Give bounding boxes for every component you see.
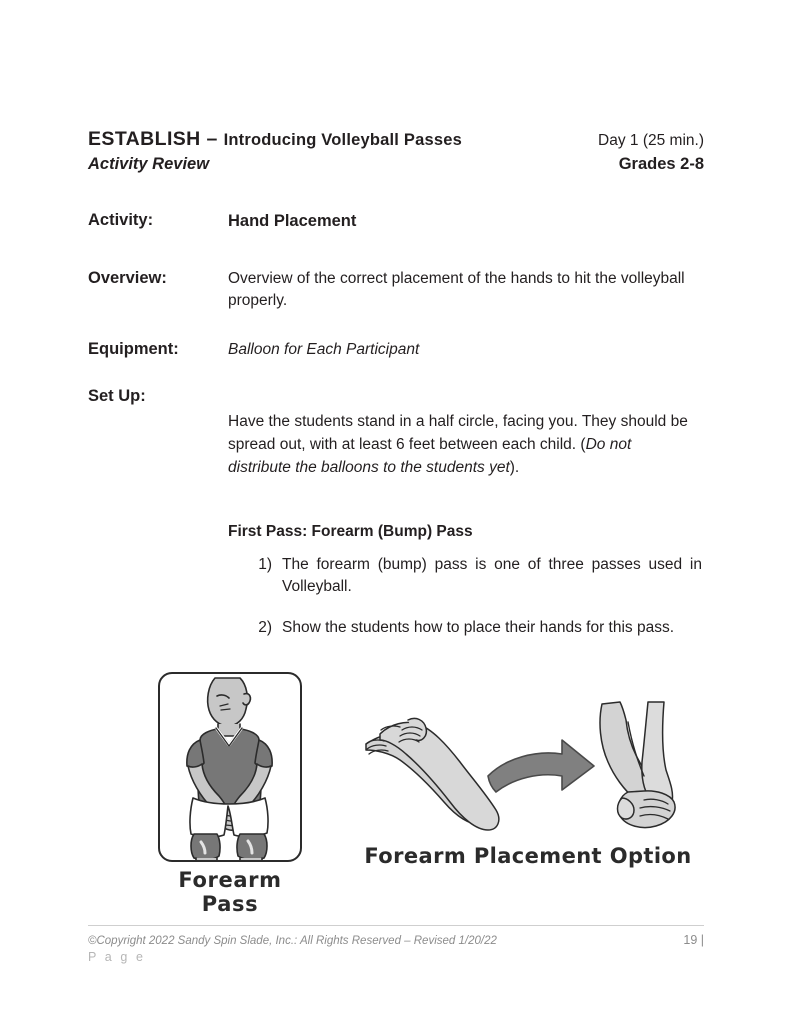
player-ear — [243, 694, 250, 705]
forearm-pass-frame — [158, 672, 302, 862]
equipment-field-label: Equipment: — [88, 340, 179, 358]
list-item — [246, 617, 702, 639]
field-row-activity — [88, 210, 704, 234]
activity-review-label: Activity Review — [88, 155, 210, 173]
list-item-text: Show the students how to place their hands for this pass. — [282, 618, 675, 636]
setup-text-emphasis: Do not distribute the balloons to the students yet — [228, 435, 632, 476]
right-arrow-icon — [488, 740, 594, 792]
grades-label: Grades 2-8 — [618, 155, 704, 173]
footer-page-number: 19 | — [683, 933, 704, 947]
player-head — [208, 678, 248, 726]
hands-and-arrow-art — [356, 700, 700, 840]
activity-field-label: Activity: — [88, 211, 154, 229]
footer-page-label: P a g e — [88, 950, 146, 964]
player-sleeve-right — [255, 740, 272, 767]
title-dash: – — [200, 128, 224, 150]
day-duration: Day 1 (25 min.) — [598, 132, 704, 149]
first-pass-list — [246, 554, 702, 657]
field-row-setup — [88, 386, 704, 408]
player-leg-left — [196, 858, 217, 860]
overview-field-label: Overview: — [88, 269, 167, 287]
figure-forearm-pass — [152, 672, 308, 916]
figure-forearm-placement — [356, 700, 700, 868]
equipment-field-value: Balloon for Each Participant — [228, 341, 420, 358]
list-item-marker: 1) — [258, 556, 272, 573]
setup-text-tail: ). — [509, 458, 520, 476]
footer-line — [88, 933, 704, 947]
header-row-secondary — [88, 155, 704, 174]
footer-copyright: ©Copyright 2022 Sandy Spin Slade, Inc.: All Rights Reserved – Revised 1/20/22 — [88, 935, 497, 947]
field-row-equipment — [88, 339, 704, 361]
list-item — [246, 554, 702, 599]
title-subtitle: Introducing Volleyball Passes — [223, 131, 462, 149]
setup-field-label: Set Up: — [88, 387, 146, 405]
player-leg-right — [240, 858, 262, 860]
header-row-primary — [88, 128, 704, 151]
establish-keyword: ESTABLISH — [88, 128, 201, 150]
setup-body-text — [228, 411, 694, 479]
volleyball-player-illustration — [160, 674, 300, 860]
forearm-placement-caption: Forearm Placement Option — [364, 844, 692, 868]
page-footer — [88, 925, 704, 964]
page-title — [88, 128, 462, 151]
setup-text-lead: Have the students stand in a half circle, facing you. They should be spread out, with at least 6 feet between each child. ( — [228, 413, 688, 453]
field-row-overview — [88, 268, 704, 313]
left-upper-forearm — [380, 722, 499, 830]
list-item-marker: 2) — [258, 618, 272, 636]
forearm-pass-caption: Forearm Pass — [178, 868, 282, 916]
forearm-placement-illustration — [356, 700, 700, 840]
overview-field-value: Overview of the correct placement of the hands to hit the volleyball properly. — [228, 270, 685, 310]
activity-field-value: Hand Placement — [228, 212, 357, 230]
player-sleeve-left — [187, 740, 204, 767]
document-header — [88, 128, 704, 174]
first-pass-heading: First Pass: Forearm (Bump) Pass — [228, 523, 473, 540]
player-kneepad-left — [191, 834, 220, 860]
list-item-text: The forearm (bump) pass is one of three passes used in Volleyball. — [282, 556, 702, 596]
